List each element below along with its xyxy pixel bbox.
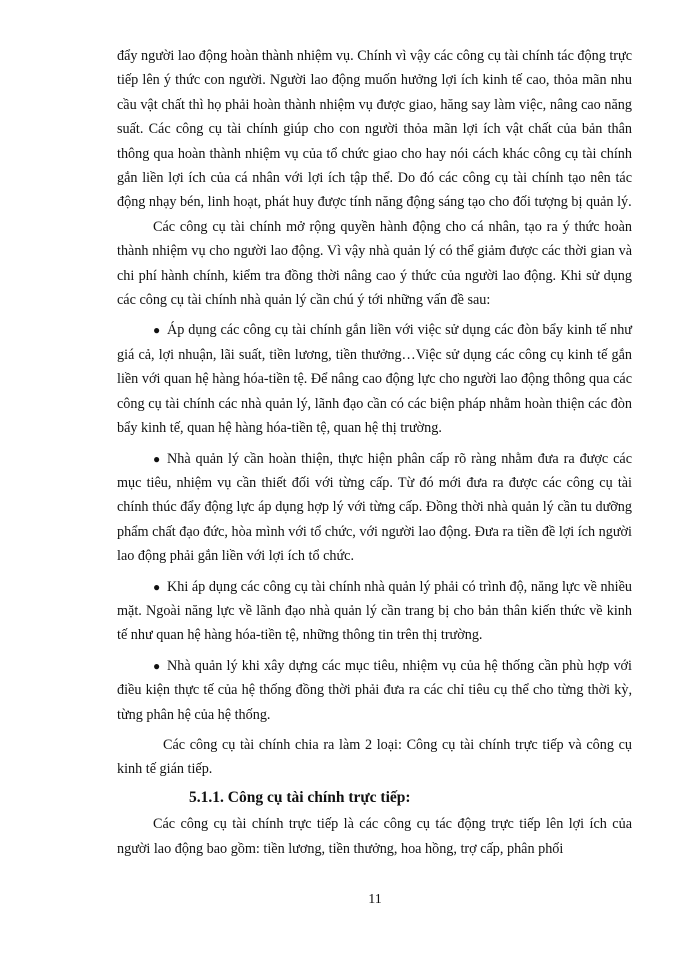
paragraph-2: Các công cụ tài chính mở rộng quyền hành động cho cá nhân, tạo ra ý thức hoàn thành nhiệm vụ cho người lao động. Vì vậy nhà quản lý có thể giảm được các thời gian và chi phí hành chính, kiểm tra đồng thời nâng cao ý thức của người lao động. Khi sử dụng các công cụ tài chính nhà quản lý cần chú ý tới những vấn đề sau: [117, 218, 632, 309]
bullet-item-1 [117, 318, 632, 440]
bullet-text: Áp dụng các công cụ tài chính gắn liền với việc sử dụng các đòn bẩy kinh tế như giá cả, lợi nhuận, lãi suất, tiền lương, tiền thưởng…Việc sử dụng các công cụ kinh tế gắn liền với quan hệ hàng hóa-tiền tệ. Để nâng cao động lực cho người lao động thông qua các công cụ tài chính các nhà quản lý, lãnh đạo cần có các biện pháp nhằm hoàn thiện các đòn bẩy kinh tế, quan hệ hàng hóa-tiền tệ, quan hệ thị trường. [117, 322, 632, 437]
paragraph-1: đẩy người lao động hoàn thành nhiệm vụ. Chính vì vậy các công cụ tài chính tác động trực tiếp lên ý thức con người. Người lao động muốn hưởng lợi ích kinh tế cao, thỏa mãn nhu cầu vật chất thì họ phải hoàn thành nhiệm vụ được giao, hăng say làm việc, nâng cao năng suất. Các công cụ tài chính giúp cho con người thỏa mãn lợi ích vật chất của bản thân thông qua hoàn thành nhiệm vụ của tổ chức giao cho hay nói cách khác công cụ tài chính gắn liền lợi ích của cá nhân với lợi ích tập thể. Do đó các công cụ tài chính tạo nên tác động nhạy bén, linh hoạt, phát huy được tính năng động sáng tạo cho đối tượng bị quản lý. [117, 48, 632, 211]
bullet-text: Khi áp dụng các công cụ tài chính nhà quản lý phải có trình độ, năng lực về nhiều mặt. Ngoài năng lực về lãnh đạo nhà quản lý cần trang bị cho bản thân kiến thức về kinh tế như quan hệ hàng hóa-tiền tệ, những thông tin trên thị trường. [117, 578, 632, 644]
paragraph-classification: Các công cụ tài chính chia ra làm 2 loại: Công cụ tài chính trực tiếp và công cụ kinh tế gián tiếp. [117, 736, 632, 778]
bullet-text: Nhà quản lý khi xây dựng các mục tiêu, nhiệm vụ của hệ thống cần phù hợp với điều kiện thực tế của hệ thống đồng thời phải đưa ra các chỉ tiêu cụ thể cho từng thời kỳ, từng phân hệ của hệ thống. [117, 657, 632, 723]
bullet-text: Nhà quản lý cần hoàn thiện, thực hiện phân cấp rõ ràng nhằm đưa ra được các mục tiêu, nhiệm vụ cần thiết đối với từng cấp. Từ đó mới đưa ra được các công cụ tài chính thúc đẩy động lực áp dụng hợp lý với từng cấp. Đồng thời nhà quản lý cần tu dưỡng phẩm chất đạo đức, hòa mình với tổ chức, với người lao động. Đưa ra tiền đề lợi ích người lao động phải gắn liền với lợi ích tổ chức. [117, 450, 632, 565]
paragraph-last: Các công cụ tài chính trực tiếp là các công cụ tác động trực tiếp lên lợi ích của người lao động bao gồm: tiền lương, tiền thưởng, hoa hồng, trợ cấp, phân phối [117, 816, 632, 857]
page-body [117, 44, 632, 861]
bullet-item-2 [117, 447, 632, 569]
bullet-item-4 [117, 654, 632, 727]
page-number: 11 [368, 892, 382, 907]
bullet-icon: ● [153, 579, 161, 594]
bullet-item-3 [117, 575, 632, 648]
section-heading: 5.1.1. Công cụ tài chính trực tiếp: [189, 788, 411, 806]
bullet-icon: ● [153, 323, 161, 338]
bullet-icon: ● [153, 451, 161, 466]
bullet-icon: ● [153, 658, 161, 673]
